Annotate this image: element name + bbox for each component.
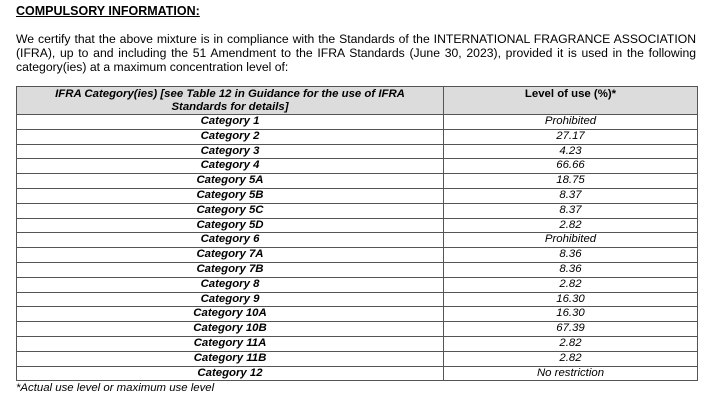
level-cell: 2.82 — [444, 351, 698, 366]
table-row — [17, 203, 698, 218]
category-cell: Category 11B — [17, 351, 444, 366]
table-row — [17, 159, 698, 174]
level-cell: 8.37 — [444, 188, 698, 203]
level-cell: 66.66 — [444, 159, 698, 174]
level-cell: 27.17 — [444, 129, 698, 144]
category-cell: Category 11A — [17, 336, 444, 351]
category-cell: Category 3 — [17, 144, 444, 159]
table-header-row — [17, 87, 698, 115]
category-cell: Category 5A — [17, 174, 444, 189]
table-row — [17, 174, 698, 189]
document-page — [16, 4, 696, 395]
column-header-category: IFRA Category(ies) [see Table 12 in Guidance for the use of IFRA Standards for details] — [17, 87, 444, 115]
table-body — [17, 115, 698, 381]
category-cell: Category 4 — [17, 159, 444, 174]
table-row — [17, 307, 698, 322]
column-header-level: Level of use (%)* — [444, 87, 698, 115]
table-row — [17, 144, 698, 159]
category-cell: Category 12 — [17, 366, 444, 381]
category-cell: Category 6 — [17, 233, 444, 248]
level-cell: 2.82 — [444, 277, 698, 292]
level-cell: No restriction — [444, 366, 698, 381]
level-cell: 16.30 — [444, 292, 698, 307]
table-row — [17, 336, 698, 351]
level-cell: 67.39 — [444, 322, 698, 337]
category-cell: Category 1 — [17, 115, 444, 130]
category-cell: Category 10B — [17, 322, 444, 337]
level-cell: 18.75 — [444, 174, 698, 189]
footnote: *Actual use level or maximum use level — [16, 382, 215, 395]
table-row — [17, 115, 698, 130]
level-cell: 4.23 — [444, 144, 698, 159]
category-cell: Category 7B — [17, 262, 444, 277]
level-cell: 2.82 — [444, 336, 698, 351]
table-row — [17, 262, 698, 277]
category-cell: Category 8 — [17, 277, 444, 292]
table-row — [17, 292, 698, 307]
category-cell: Category 10A — [17, 307, 444, 322]
category-cell: Category 5B — [17, 188, 444, 203]
table-row — [17, 366, 698, 381]
category-cell: Category 5C — [17, 203, 444, 218]
ifra-category-table — [16, 86, 698, 381]
table-row — [17, 188, 698, 203]
table-row — [17, 248, 698, 263]
level-cell: 16.30 — [444, 307, 698, 322]
table-row — [17, 218, 698, 233]
category-cell: Category 2 — [17, 129, 444, 144]
table-row — [17, 277, 698, 292]
level-cell: Prohibited — [444, 115, 698, 130]
category-cell: Category 9 — [17, 292, 444, 307]
table-row — [17, 233, 698, 248]
level-cell: 2.82 — [444, 218, 698, 233]
level-cell: 8.36 — [444, 248, 698, 263]
category-cell: Category 5D — [17, 218, 444, 233]
level-cell: 8.36 — [444, 262, 698, 277]
certification-statement: We certify that the above mixture is in compliance with the Standards of the INTERNATIONAL FRAGRANCE ASSOCIATION (IFRA), up to and including the 51 Amendment to the IFRA Standards (June 30, 2023), provided it is used in the following category(ies) at a maximum concentration level of: — [16, 32, 696, 74]
level-cell: Prohibited — [444, 233, 698, 248]
table-row — [17, 129, 698, 144]
level-cell: 8.37 — [444, 203, 698, 218]
table-row — [17, 351, 698, 366]
category-cell: Category 7A — [17, 248, 444, 263]
table-row — [17, 322, 698, 337]
section-heading: COMPULSORY INFORMATION: — [16, 4, 200, 18]
